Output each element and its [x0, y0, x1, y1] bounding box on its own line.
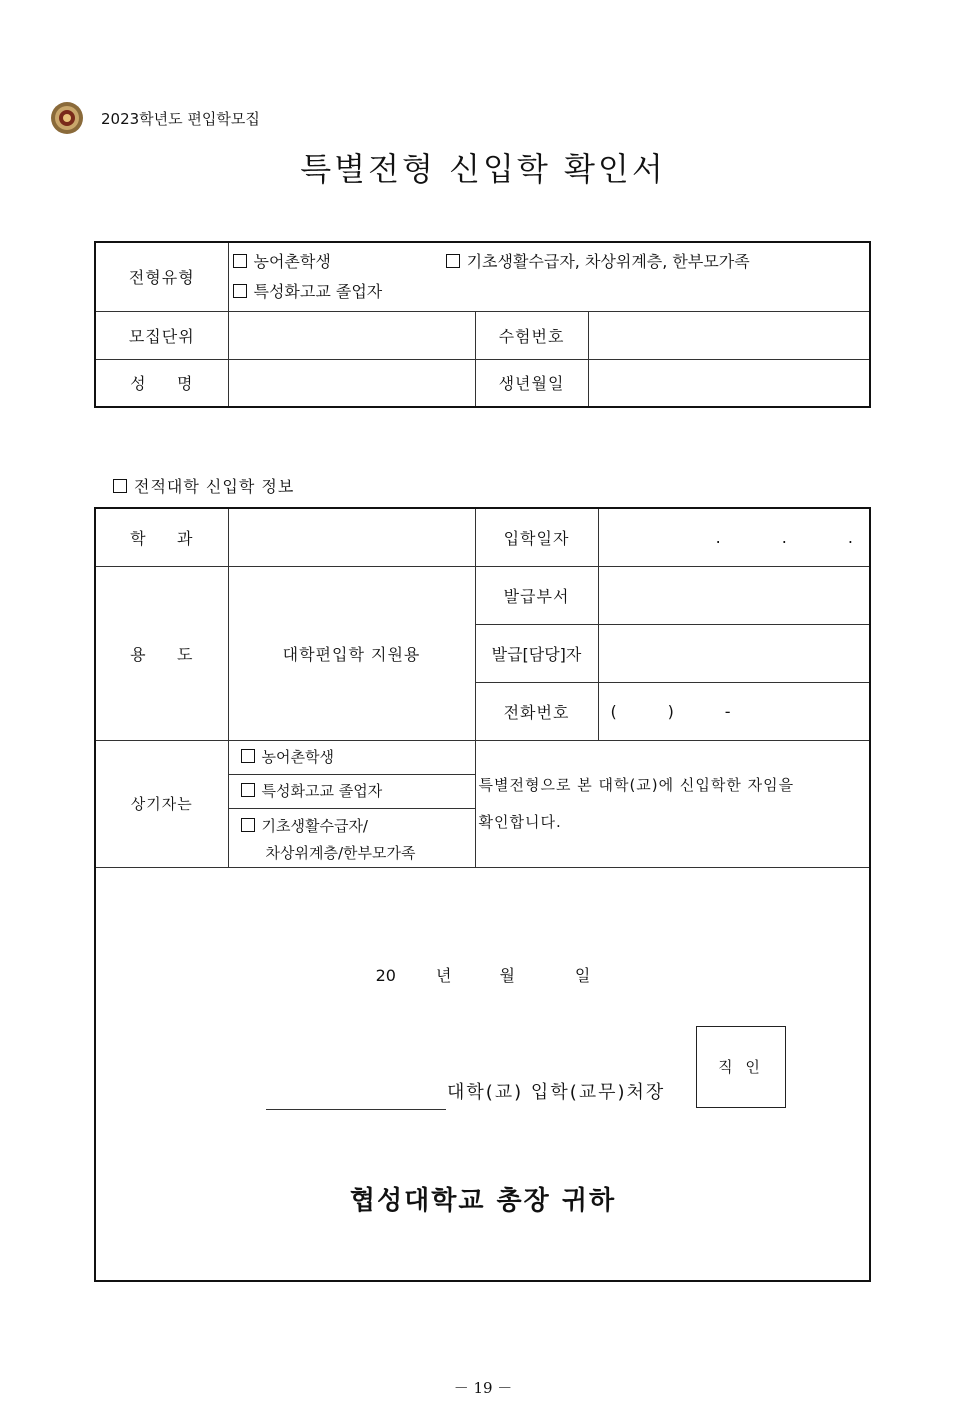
birth-field[interactable]: [588, 359, 870, 407]
university-seal-icon: [50, 101, 84, 135]
issue-date: 20 년 월 일: [375, 966, 591, 985]
exam-number-label: 수험번호: [475, 311, 588, 359]
purpose-value: 대학편입학 지원용: [228, 566, 475, 740]
holder-label: 상기자는: [95, 740, 228, 867]
official-seal-box: 직 인: [696, 1026, 786, 1108]
holder-options: [228, 740, 475, 867]
issuer-label: 발급[담당]자: [475, 624, 598, 682]
exam-number-field[interactable]: [588, 311, 870, 359]
phone-label: 전화번호: [475, 682, 598, 740]
admission-year-title: 2023학년도 편입학모집: [101, 110, 260, 128]
name-field[interactable]: [228, 359, 475, 407]
option-basic-livelihood[interactable]: 기초생활수급자, 차상위계층, 한부모가족: [446, 252, 750, 271]
checkbox-icon[interactable]: [241, 783, 255, 797]
signature-line: [266, 1109, 446, 1110]
name-label: 성 명: [95, 359, 228, 407]
applicant-info-table: [94, 241, 871, 408]
checkbox-icon[interactable]: [233, 254, 247, 268]
birth-label: 생년월일: [475, 359, 588, 407]
section-title: 전적대학 신입학 정보: [113, 474, 294, 497]
entry-date-field[interactable]: . . .: [598, 508, 870, 566]
holder-option-basic-livelihood[interactable]: 기초생활수급자/ 차상위계층/한부모가족: [229, 809, 475, 867]
purpose-label: 용 도: [95, 566, 228, 740]
phone-field[interactable]: ( ) -: [598, 682, 870, 740]
unit-label: 모집단위: [95, 311, 228, 359]
entry-date-label: 입학일자: [475, 508, 598, 566]
unit-field[interactable]: [228, 311, 475, 359]
type-label: 전형유형: [95, 242, 228, 311]
dept-label: 학 과: [95, 508, 228, 566]
issuer-field[interactable]: [598, 624, 870, 682]
holder-option-rural[interactable]: 농어촌학생: [229, 741, 475, 775]
page-number: － 19 －: [453, 1379, 513, 1397]
previous-university-table: [94, 507, 871, 1282]
issue-dept-field[interactable]: [598, 566, 870, 624]
holder-option-specialized[interactable]: 특성화고교 졸업자: [229, 775, 475, 809]
checkbox-icon[interactable]: [233, 284, 247, 298]
option-specialized-highschool[interactable]: 특성화고교 졸업자: [233, 277, 870, 307]
addressee: 협성대학교 총장 귀하: [349, 1186, 617, 1216]
checkbox-icon[interactable]: [241, 818, 255, 832]
office-title: 대학(교) 입학(교무)처장: [447, 1082, 666, 1103]
dept-field[interactable]: [228, 508, 475, 566]
issue-dept-label: 발급부서: [475, 566, 598, 624]
option-rural[interactable]: 농어촌학생: [233, 247, 441, 277]
checkbox-icon[interactable]: [446, 254, 460, 268]
checkbox-icon: [113, 479, 127, 493]
checkbox-icon[interactable]: [241, 749, 255, 763]
document-title: 특별전형 신입학 확인서: [300, 150, 666, 188]
confirmation-text: 특별전형으로 본 대학(교)에 신입학한 자임을 확인합니다.: [475, 740, 870, 867]
